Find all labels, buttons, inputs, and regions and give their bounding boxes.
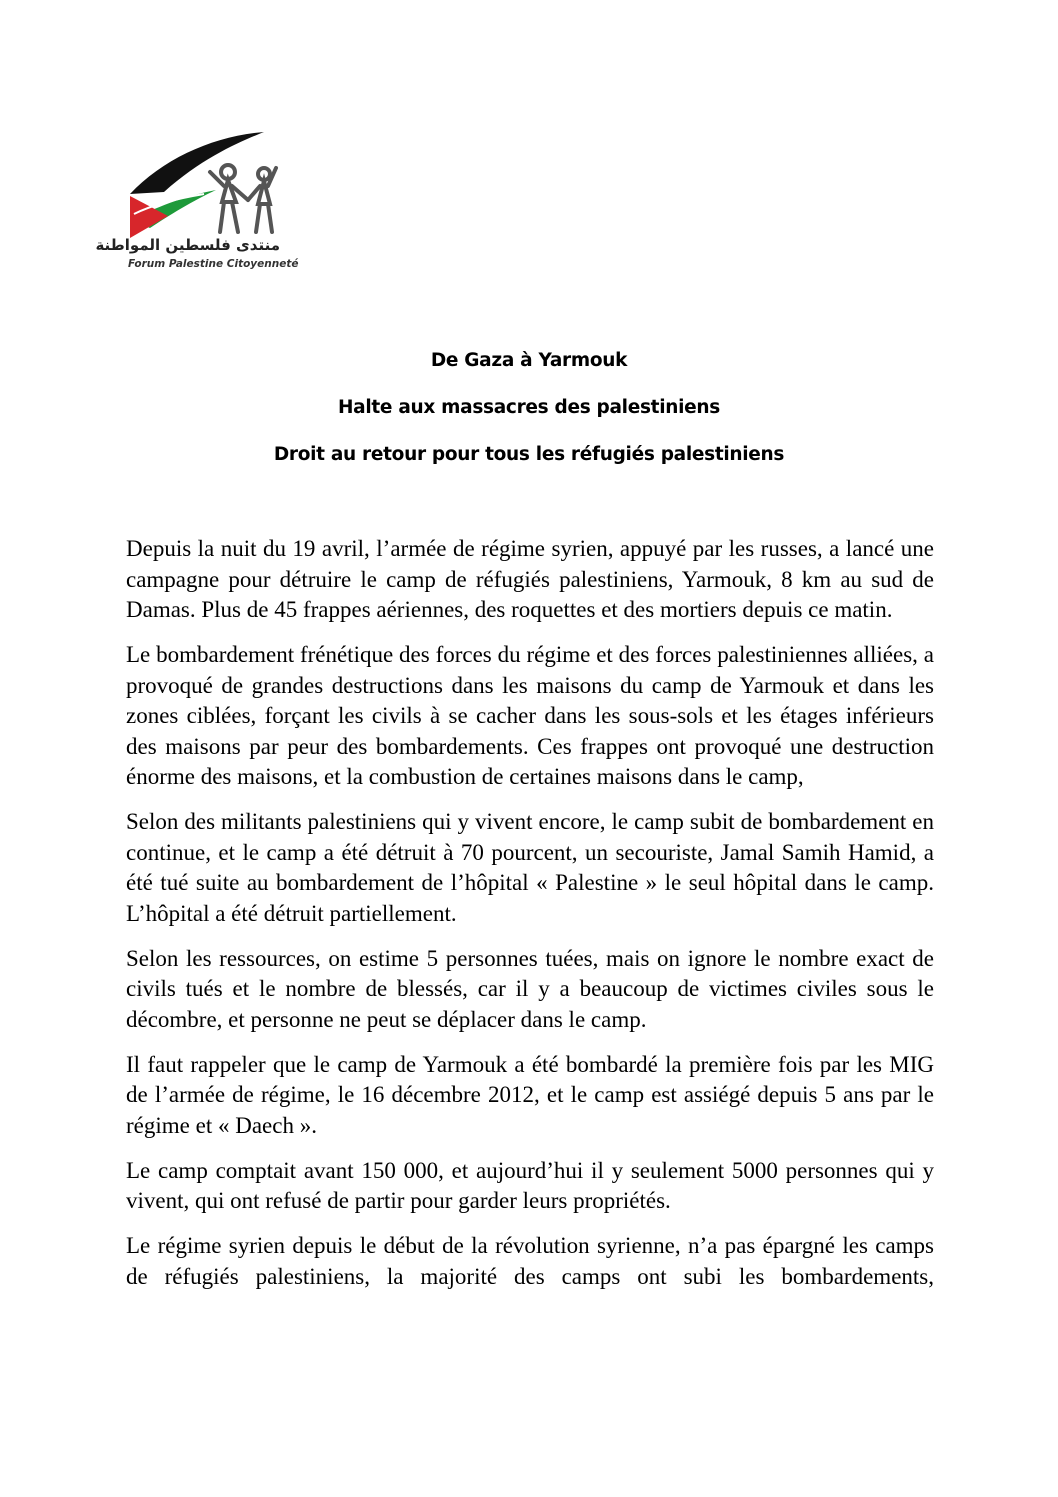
- paragraph-3: Selon des militants palestiniens qui y vivent encore, le camp subit de bombardement en continue, et le camp a été détruit à 70 pourcent, un secouriste, Jamal Samih Hamid, a été tué suite au bombardement de l’hôpital « Palestine » le seul hôpital dans le camp. L’hôpital a été détruit partiellement.: [126, 809, 934, 926]
- organization-logo: [95, 128, 299, 276]
- document-title: De Gaza à Yarmouk: [430, 350, 628, 371]
- paragraph-5: Il faut rappeler que le camp de Yarmouk a été bombardé la première fois par les MIG de l’armée de régime, le 16 décembre 2012, et le camp est assiégé depuis 5 ans par le régime et « Daech ».: [126, 1051, 934, 1138]
- paragraph-1: Depuis la nuit du 19 avril, l’armée de régime syrien, appuyé par les russes, a lancé une campagne pour détruire le camp de réfugiés palestiniens, Yarmouk, 8 km au sud de Damas. Plus de 45 frappes aériennes, des roquettes et des mortiers depuis ce matin.: [126, 536, 934, 622]
- document-body: [126, 534, 934, 1307]
- logo-figure-adult: [210, 165, 248, 232]
- paragraph-2: Le bombardement frénétique des forces du régime et des forces palestiniennes alliées, a provoqué de grandes destructions dans les maisons du camp de Yarmouk et dans les zones ciblées, forçant les civils à se cacher dans les sous-sols et les étages inférieurs des maisons par peur des bombardements. Ces frappes ont provoqué une destruction énorme des maisons, et la combustion de certaines maisons dans le camp,: [126, 642, 934, 789]
- document-subtitle-2: Droit au retour pour tous les réfugiés palestiniens: [273, 444, 785, 465]
- document-header: [0, 344, 1058, 485]
- paragraph-6: Le camp comptait avant 150 000, et aujourd’hui il y seulement 5000 personnes qui y vivent, qui ont refusé de partir pour garder leurs propriétés.: [126, 1157, 934, 1213]
- logo-figure-child: [248, 168, 276, 232]
- paragraph-7: Le régime syrien depuis le début de la révolution syrienne, n’a pas épargné les camps de réfugiés palestiniens, la majorité des camps ont subi les bombardements,: [126, 1233, 934, 1289]
- paragraph-4: Selon les ressources, on estime 5 personnes tuées, mais on ignore le nombre exact de civils tués et le nombre de blessés, car il y a beaucoup de victimes civiles sous le décombre, et personne ne peut se déplacer dans le camp.: [126, 945, 934, 1032]
- document-subtitle-1: Halte aux massacres des palestiniens: [337, 397, 721, 418]
- logo-graphic: [124, 128, 294, 240]
- logo-arabic-name: منتدى فلسطين المواطنة: [95, 236, 280, 254]
- logo-latin-name: Forum Palestine Citoyenneté: [128, 258, 299, 270]
- logo-black-swoosh: [130, 132, 264, 194]
